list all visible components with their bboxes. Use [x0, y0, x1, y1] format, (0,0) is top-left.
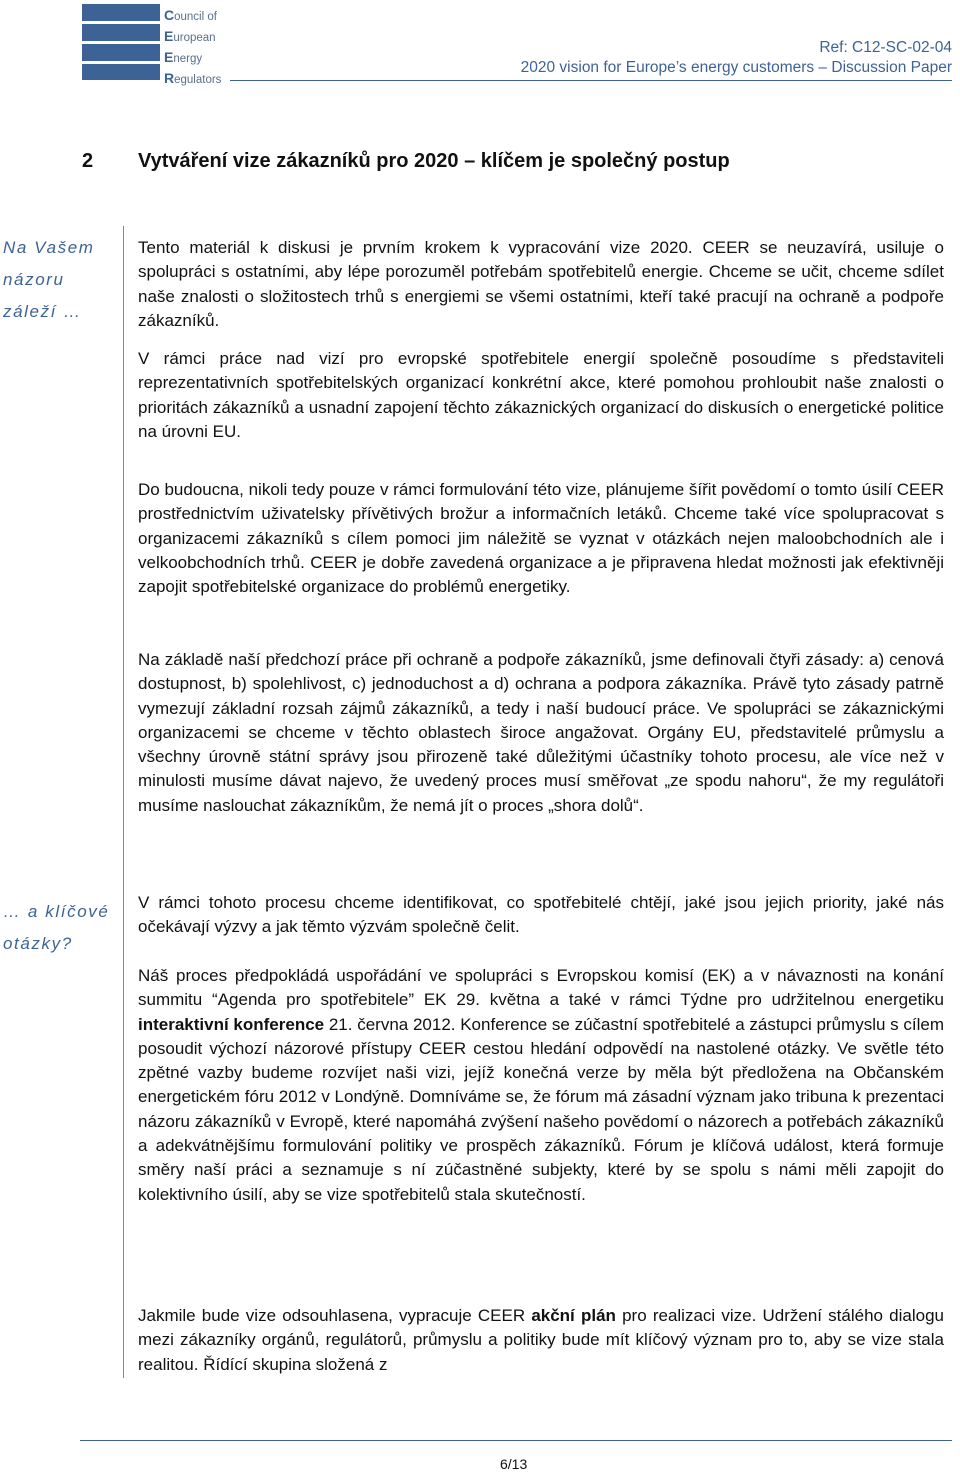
paragraph-conference: Náš proces předpokládá uspořádání ve spolupráci s Evropskou komisí (EK) a v návaznosti na konání summitu “Agenda pro spotřebitele” EK 29. května a také v rámci Týdne pro udržitelnou energetiku interaktivní konference 21. června 2012. Konference se zúčastní spotřebitelé a zástupci průmyslu s cílem posoudit výchozí názorové přístupy CEER cestou hledání odpovědí na nastolené otázky. Ve světle této zpětné vazby budeme rozvíjet naši vizi, jejíž konečná verze by měla být předložena na Občanském energetickém fóru 2012 v Londýně. Domníváme se, že fórum má zásadní význam jako tribuna k prezentaci názoru zákazníků v Evropě, které napomáhá zvýšení našeho povědomí o názorech a potřebách zákazníků a adekvátnějšímu formulování politiky ve prospěch zákazníků. Fórum je klíčová událost, která formuje směry naší práci a seznamuje s ní zúčastněné subjekty, které by se spolu s námi měli zapojit do kolektivního úsilí, aby se vize spotřebitelů stala skutečností. [138, 966, 945, 1204]
footer-divider [80, 1440, 952, 1441]
paragraph-action-plan: Jakmile bude vize odsouhlasena, vypracuje CEER akční plán pro realizaci vize. Udržení stálého dialogu mezi zákazníky orgánů, regulátorů, průmyslu a politiky bude mít klíčový význam pro to, aby se vize stala realitou. Řídící skupina složená z [138, 1306, 945, 1374]
bold-action-plan: akční plán [531, 1306, 616, 1325]
header-divider [230, 80, 952, 81]
logo-wordmark: Council of European Energy Regulators [164, 7, 222, 86]
logo-mark [82, 4, 162, 80]
ceer-logo [82, 4, 232, 86]
document-subtitle: 2020 vision for Europe’s energy customers – Discussion Paper [520, 59, 952, 76]
section-title: Vytváření vize zákazníků pro 2020 – klíčem je společný postup [138, 150, 730, 172]
paragraph-intro: Tento materiál k diskusi je prvním krokem k vypracování vize 2020. CEER se neuzavírá, usiluje o spolupráci s ostatními, aby lépe porozuměl potřebám spotřebitelů energie. Chceme se učit, chceme sdílet naše znalosti o složitostech trhů s energiemi se všemi ostatními, kteří také pracují na ochraně a podpoře zákazníků. [138, 238, 944, 330]
body-block-1 [138, 236, 944, 444]
paragraph-awareness: Do budoucna, nikoli tedy pouze v rámci formulování této vize, plánujeme šířit povědomí o tomto úsilí CEER prostřednictvím uživatelsky přívětivých brožur a informačních letáků. Chceme také více spolupracovat s organizacemi zákazníků s cílem pomoci jim náležitě se vyznat v otázkách nejen maloobchodních ale i velkoobchodních trhů. CEER je dobře zavedená organizace a je připravena hledat možnosti jak efektivněji zapojit spotřebitelské organizace do problémů energetiky. [138, 480, 944, 597]
body-block-3 [138, 648, 944, 818]
document-reference [521, 38, 952, 78]
margin-divider [123, 226, 124, 1378]
bold-conference: interaktivní konference [138, 1014, 325, 1034]
margin-note-opinion: Na Vašem názoru záleží … [3, 238, 95, 321]
page-number: 6/13 [500, 1456, 528, 1472]
body-block-6 [138, 1304, 944, 1377]
body-block-4 [138, 891, 944, 940]
margin-note-questions: … a klíčové otázky? [3, 902, 110, 953]
section-number: 2 [82, 150, 94, 172]
body-block-2 [138, 478, 944, 599]
section-heading [82, 150, 730, 173]
paragraph-consumer-organizations: V rámci práce nad vizí pro evropské spotřebitele energií společně posoudíme s představiteli reprezentativních spotřebitelských organizací konkrétní akce, které pomohou prohloubit naše znalosti o prioritách zákazníků a usnadní zapojení těchto zákaznických organizací do diskusích o energetické politice na úrovni EU. [138, 349, 944, 442]
paragraph-process: V rámci tohoto procesu chceme identifikovat, co spotřebitelé chtějí, jaké jsou jejich priority, jaké nás očekávají výzvy a jak těmto výzvám společně čelit. [138, 893, 944, 937]
ref-code: Ref: C12-SC-02-04 [819, 39, 952, 56]
body-block-5 [138, 964, 944, 1207]
paragraph-principles: Na základě naší předchozí práce při ochraně a podpoře zákazníků, jsme definovali čtyři zásady: a) cenová dostupnost, b) spolehlivost, c) jednoduchost a d) ochrana a podpora zákazníka. Právě tyto zásady patrně vymezují základní rozsah zájmů zákazníků, a tedy i naší budoucí práce. Ve spolupráci se zákaznickými organizacemi se chceme v těchto oblastech široce angažovat. Orgány EU, představitelé průmyslu a všechny úrovně státní správy jsou přirozeně také důležitými účastníky tohoto procesu, ale více než v minulosti musíme dávat najevo, že uvedený proces musí směřovat „ze spodu nahoru“, že my regulátoři musíme naslouchat zákazníkům, že nemá jít o proces „shora dolů“. [138, 650, 944, 815]
